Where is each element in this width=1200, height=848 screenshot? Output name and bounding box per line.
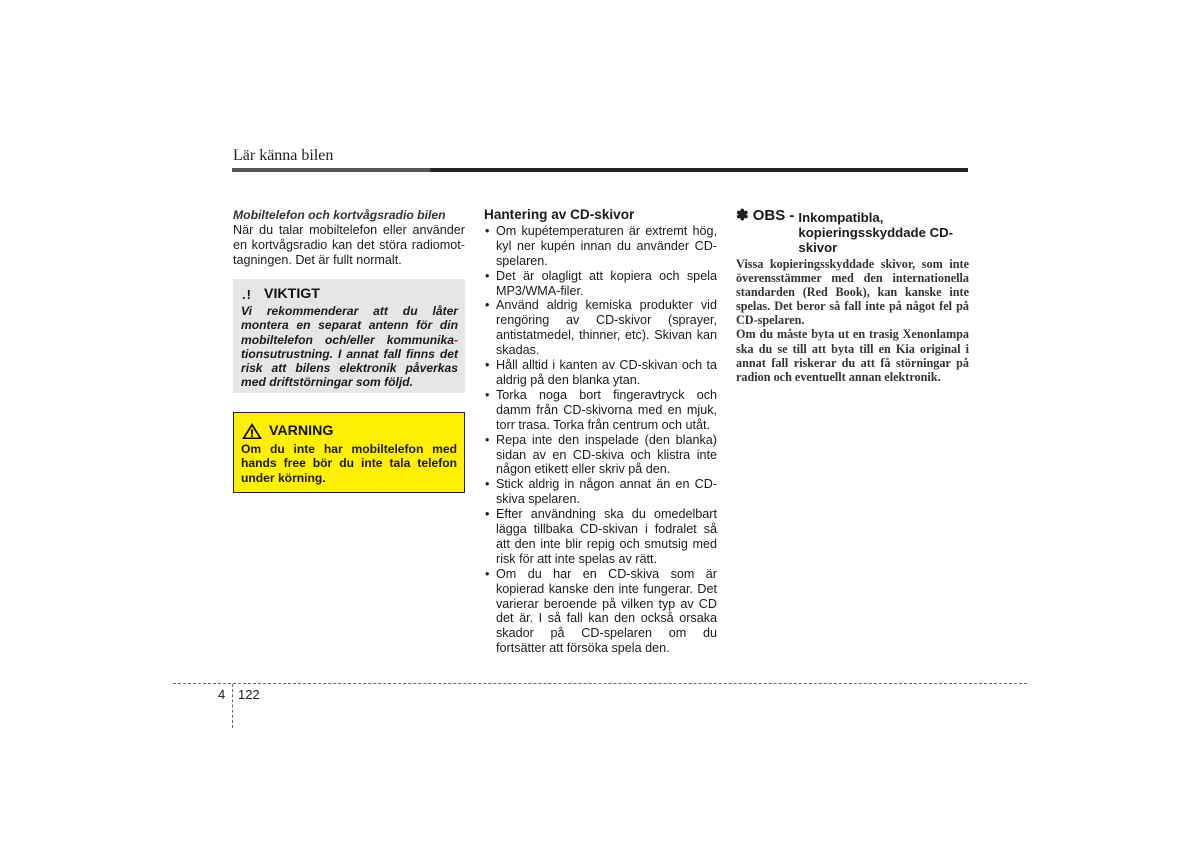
list-item: • Det är olagligt att kopiera och spela MP3/WMA-filer. — [484, 269, 717, 299]
list-item: • Om kupétemperaturen är extremt hög, kyl ner kupén innan du använder CD-spelaren. — [484, 224, 717, 269]
viktigt-label: VIKTIGT — [264, 286, 320, 302]
varning-text: Om du inte har mobiltelefon med hands free bör du inte tala telefon under körning. — [241, 442, 457, 485]
obs-paragraph-2: Om du måste byta ut en trasig Xenonlampa ska du se till att byta till en Kia original i annat fall riskerar du att få störningar på radion och eventuellt annan elektronik. — [736, 327, 969, 384]
page-number: 122 — [238, 687, 260, 702]
mobile-text-hyphen: - — [460, 237, 465, 252]
list-item: • Efter användning ska du omedelbart lägga tillbaka CD-skivan i fodralet så att den inte blir repig och smutsig med risk för att inte spelas av rätt. — [484, 507, 717, 567]
column-mobiltelefon — [233, 208, 465, 268]
viktigt-text — [241, 304, 458, 390]
footer-vertical-divider — [232, 684, 233, 728]
column-obs — [736, 208, 969, 384]
page-header-title: Lär känna bilen — [233, 147, 334, 164]
list-item: • Torka noga bort fingeravtryck och damm från CD-skivorna med en mjuk, torr trasa. Torka från centrum och utåt. — [484, 388, 717, 433]
mobile-section-text — [233, 223, 465, 268]
footer-divider — [173, 683, 1027, 684]
obs-label: ✽ OBS - — [736, 207, 795, 224]
list-item: • Använd aldrig kemiska produkter vid rengöring av CD-skivor (sprayer, antistatmedel, thinner, etc). Skivan kan skadas. — [484, 298, 717, 358]
viktigt-header — [241, 286, 458, 302]
viktigt-text-hyphen: - — [453, 332, 458, 347]
mobile-text-part-b: tagningen. Det är fullt normalt. — [233, 252, 402, 267]
warning-triangle-icon — [241, 422, 263, 440]
list-item: • Repa inte den inspelade (den blanka) sidan av en CD-skiva och klistra inte någon etikett eller skriv på den. — [484, 433, 717, 478]
obs-title: Inkompatibla, kopieringsskyddade CD-skivor — [798, 210, 954, 255]
obs-heading — [736, 208, 969, 255]
list-item: • Stick aldrig in någon annat än en CD-skiva spelaren. — [484, 477, 717, 507]
varning-label: VARNING — [269, 423, 334, 439]
varning-header — [241, 422, 457, 440]
header-rule — [232, 168, 968, 172]
exclamation-icon: .! — [242, 286, 252, 302]
viktigt-text-part-a: Vi rekommenderar att du låter montera en separat antenn för din mobiltelefon och/eller kommunika — [241, 304, 458, 347]
column-cd-handling — [484, 208, 717, 656]
varning-notice — [233, 412, 465, 493]
cd-section-heading: Hantering av CD-skivor — [484, 207, 635, 222]
mobile-section-heading: Mobiltelefon och kortvågsradio bilen — [233, 208, 446, 222]
chapter-number: 4 — [218, 687, 226, 702]
obs-paragraph-1: Vissa kopieringsskyddade skivor, som inte överensstämmer med den internationella standarden (Red Book), kan kanske inte spelas. Det beror så fall inte på något fel på CD-spelaren. — [736, 257, 969, 328]
cd-bullet-list — [484, 224, 717, 656]
viktigt-text-part-b: tionsutrustning. I annat fall finns det risk att bilens elektronik påverkas med driftstörningar som följd. — [241, 346, 458, 390]
viktigt-notice — [233, 279, 465, 393]
list-item: • Håll alltid i kanten av CD-skivan och ta aldrig på den blanka ytan. — [484, 358, 717, 388]
list-item: • Om du har en CD-skiva som är kopierad kanske den inte fungerar. Det varierar beroende på vilken typ av CD det är. I så fall kan den också orsaka skador på CD-spelaren om du fortsätter att försöka spela den. — [484, 567, 717, 656]
mobile-text-part-a: När du talar mobiltelefon eller använder en kortvågsradio kan det störa radiomot — [233, 222, 465, 252]
